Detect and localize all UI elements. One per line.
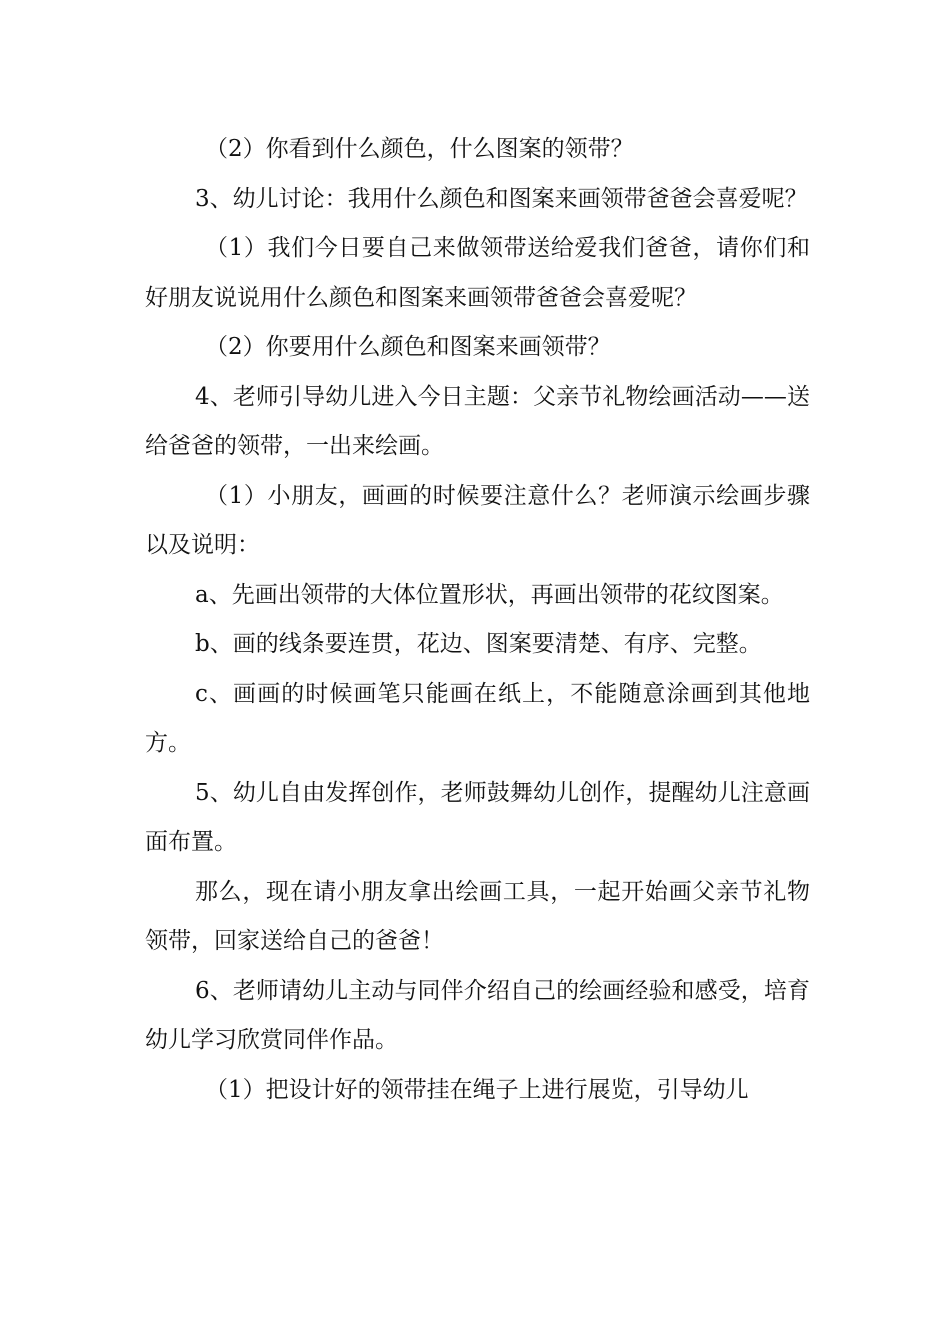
paragraph-step-6: 6、老师请幼儿主动与同伴介绍自己的绘画经验和感受，培育幼儿学习欣赏同伴作品。: [145, 977, 810, 1053]
paragraph-sub-question: （1）把设计好的领带挂在绳子上进行展览，引导幼儿: [205, 1076, 749, 1103]
paragraph-step-c: c、画画的时候画笔只能画在纸上，不能随意涂画到其他地方。: [145, 680, 810, 756]
paragraph-sub-question: （1）小朋友，画画的时候要注意什么？老师演示绘画步骤以及说明：: [145, 482, 810, 558]
paragraph-sub-question: （2）你要用什么颜色和图案来画领带？: [205, 334, 611, 360]
paragraph-sub-question: （2）你看到什么颜色，什么图案的领带？: [205, 136, 634, 162]
document-body: [145, 125, 810, 1115]
paragraph-step-a: a、先画出领带的大体位置形状，再画出领带的花纹图案。: [195, 581, 784, 608]
paragraph-step-3: 3、幼儿讨论：我用什么颜色和图案来画领带爸爸会喜爱呢？: [195, 185, 808, 212]
paragraph-step-4: 4、老师引导幼儿进入今日主题：父亲节礼物绘画活动——送给爸爸的领带，一出来绘画。: [145, 383, 810, 459]
paragraph-sub-question: （1）我们今日要自己来做领带送给爱我们爸爸，请你们和好朋友说说用什么颜色和图案来画领带爸爸会喜爱呢？: [145, 235, 810, 311]
paragraph-step-b: b、画的线条要连贯，花边、图案要清楚、有序、完整。: [195, 631, 762, 657]
paragraph-instruction: 那么，现在请小朋友拿出绘画工具，一起开始画父亲节礼物领带，回家送给自己的爸爸！: [145, 878, 810, 954]
paragraph-step-5: 5、幼儿自由发挥创作，老师鼓舞幼儿创作，提醒幼儿注意画面布置。: [145, 779, 810, 855]
